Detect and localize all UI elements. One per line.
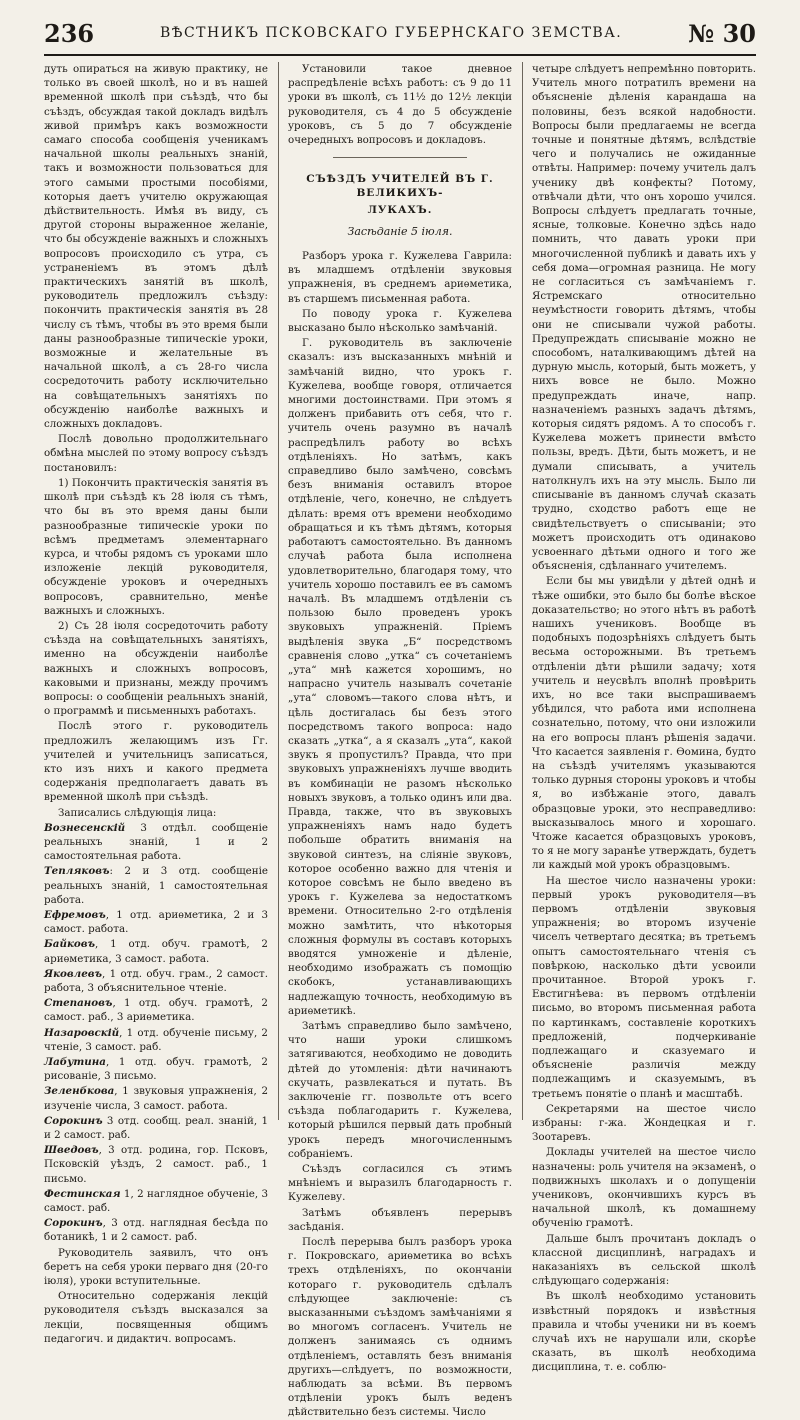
entry-text: , 1 отд. обуч. грамотѣ, 2 рисованіе, 3 письмо. [44,1056,268,1083]
column-right [522,62,757,1374]
paragraph: Доклады учителей на шестое число назначены: роль учителя на экзаменѣ, о подвижныхъ школахъ и о допущеніи учениковъ, окончившихъ курсъ въ начальной школѣ, къ домашнему обученію грамотѣ. [532,1146,756,1230]
lesson-entry [44,1143,268,1186]
lesson-entry [44,821,268,864]
teacher-name: Назаровскій [44,1026,120,1039]
column-left [44,62,268,1345]
paragraph: Затѣмъ справедливо было замѣчено, что наши уроки слишкомъ затягиваются, необходимо не доводить дѣтей до утомленія: дѣти начинаютъ скучать, развлекаться и путать. Въ заключеніе гг. позвольте отъ всего съѣзда поблагодарить г. Кужелева, который рѣшился первый дать пробный урокъ передъ многочисленнымъ собраніемъ. [288,1020,512,1160]
header-rule [44,54,756,56]
running-header [44,16,756,50]
journal-title: ВѢСТНИКЪ ПСКОВСКАГО ГУБЕРНСКАГО ЗЕМСТВА. [160,25,623,41]
teacher-name: Фестинская [44,1187,121,1200]
paragraph: Разборъ урока г. Кужелева Гаврила: въ младшемъ отдѣленіи звуковыя упражненія, въ среднемъ ариѳметика, въ старшемъ письменная работа. [288,250,512,305]
paragraph: Дальше былъ прочитанъ докладъ о классной дисциплинѣ, наградахъ и наказаніяхъ въ сельской школѣ слѣдующаго содержанія: [532,1232,756,1288]
paragraph: дуть опираться на живую практику, не только въ своей школѣ, но и въ нашей временной школѣ при съѣздѣ, что бы съѣздъ, обсуждая такой докладъ видѣлъ живой примѣръ какъ возможности самаго способа сообщенія ученикамъ начальной школы реальныхъ знаній, такъ и возможности пользоваться для этого самыми простыми пособіями, которыя даетъ учителю окружающая дѣйствительность. Имѣя въ виду, съ другой стороны выраженное желаніе, что бы обсужденіе важныхъ и сложныхъ вопросовъ происходило съ утра, съ устраненіемъ въ этомъ дѣлѣ практическихъ занятій въ школѣ, руководитель предложилъ съѣзду: покончить практическія занятія въ 28 числу съ тѣмъ, чтобы въ это время были даны разнообразные типическіе уроки, возможные и желательные въ начальной школѣ, а съ 28-го числа сосредоточить работу исключительно на совѣщательныхъ занятіяхъ по обсужденію наиболѣе важныхъ и сложныхъ докладовъ. [44,63,268,431]
paragraph: Относительно содержанія лекцій руководителя съѣздъ высказался за лекціи, посвященныя общимъ педагогич. и дидактич. вопросамъ. [44,1290,268,1345]
teacher-name: Сорокинъ [44,1217,103,1230]
paragraph: На шестое число назначены уроки: первый урокъ руководителя—въ первомъ отдѣленіи звуковыя упражненія; во второмъ изученіе чиселъ четвертаго десятка; въ третьемъ опытъ самостоятельнаго чтенія съ повѣркою, насколько дѣти усвоили прочитанное. Второй урокъ г. Евстигнѣева: въ первомъ отдѣленіи письмо, во второмъ письменная работа по картинкамъ, составленіе короткихъ предложеній, подчеркиваніе подлежащаго и сказуемаго и объясненіе различія между подлежащимъ и сказуемымъ, въ третьемъ понятіе о планѣ и масштабѣ. [532,874,756,1100]
teacher-name: Ефремовъ [44,908,106,921]
paragraph: 1) Покончить практическія занятія въ школѣ при съѣздѣ къ 28 іюля съ тѣмъ, что бы въ это время даны были разнообразные типическіе уроки по всѣмъ предметамъ элементарнаго курса, и чтобы рядомъ съ уроками шло изложеніе лекцій руководителя, обсужденіе уроковъ и очередныхъ вопросовъ, сравнительно, менѣе важныхъ и сложныхъ. [44,476,268,617]
paragraph: По поводу урока г. Кужелева высказано было нѣсколько замѣчаній. [288,307,512,335]
paragraph: Послѣ перерыва былъ разборъ урока г. Покровскаго, ариѳметика во всѣхъ трехъ отдѣленіяхъ, по окончаніи котораго г. руководитель сдѣлалъ слѣдующее заключеніе: съ высказанными съѣздомъ замѣчаніями я во многомъ согласенъ. Учитель не долженъ занимаясь съ однимъ отдѣленіемъ, оставлять безъ вниманія другихъ—слѣдуетъ, по возможности, наблюдать за всѣми. Въ первомъ отдѣленіи урокъ былъ веденъ дѣйствительно безъ системы. Число [288,1236,512,1419]
paragraph: Затѣмъ объявленъ перерывъ засѣданія. [288,1206,512,1233]
session-date: Засѣданіе 5 іюля. [347,224,453,238]
teacher-name: Зеленбкова [44,1085,115,1098]
section-divider [333,157,467,158]
paragraph: 2) Съ 28 іюля сосредоточить работу съѣзда на совѣщательныхъ занятіяхъ, именно на обсужденіи наиболѣе важныхъ и сложныхъ вопросовъ, каковыми и признаны, между прочимъ вопросы: о сообщеніи реальныхъ знаній, о программѣ и письменныхъ работахъ. [44,619,268,718]
paragraph: Съѣздъ согласился съ этимъ мнѣніемъ и выразилъ благодарность г. Кужелеву. [288,1163,512,1204]
entry-text: 1, 2 наглядное обученіе, 3 самост. раб. [44,1187,268,1215]
paragraph: Послѣ довольно продолжительнаго обмѣна мыслей по этому вопросу съѣздъ постановилъ: [44,433,268,474]
section-title-continued: ЛУКАХЪ. [367,203,433,216]
lesson-entry [44,908,268,936]
paragraph: Въ школѣ необходимо установить извѣстный порядокъ и извѣстныя правила и чтобы ученики ни въ коемъ случаѣ ихъ не нарушали или, скорѣе сказать, въ школѣ необходима дисциплина, т. е. соблю- [532,1290,756,1374]
entry-text: : 2 и 3 отд. сообщеніе реальныхъ знаній, 1 самостоятельная работа. [44,865,268,906]
lesson-entry [44,937,268,965]
paragraph: Записались слѣдующія лица: [58,806,217,819]
lesson-entry [44,1026,268,1054]
teacher-name: Степановъ [44,997,113,1010]
issue-number: № 30 [688,18,756,48]
lesson-entry [44,996,268,1024]
entry-text: 3 отдѣл. сообщеніе реальныхъ знаній, 1 и 2 самостоятельная работа. [44,821,268,863]
paragraph: Руководитель заявилъ, что онъ беретъ на себя уроки перваго дня (20-го іюля), уроки вступительные. [44,1246,268,1288]
lesson-entry [44,967,268,995]
teacher-name: Сорокинъ [44,1114,103,1127]
entry-text: , 1 отд. обученіе письму, 2 чтеніе, 3 самост. раб. [44,1026,268,1053]
paragraph: Установили такое дневное распредѣленіе всѣхъ работъ: съ 9 до 11 уроки въ школѣ, съ 11½ до 12½ лекціи руководителя, съ 4 до 5 обсужденіе уроковъ, съ 5 до 7 обсужденіе очередныхъ вопросовъ и докладовъ. [288,63,512,147]
column-middle [278,62,512,1419]
entry-text: 3 отд. сообщ. реал. знаній, 1 и 2 самост. раб. [44,1114,268,1142]
paragraph: Послѣ этого г. руководитель предложилъ желающимъ изъ Гг. учителей и учительницъ записаться, кто изъ нихъ и какого предмета содержанія предполагаетъ давать въ временной школѣ при съѣздѣ. [44,720,268,804]
lesson-entry [44,864,268,907]
text-columns [44,62,757,1419]
section-title: СЪѢЗДЪ УЧИТЕЛЕЙ ВЪ Г. ВЕЛИКИХЪ- [306,173,494,200]
lesson-entry [44,1055,268,1083]
paragraph: Г. руководитель въ заключеніе сказалъ: изъ высказанныхъ мнѣній и замѣчаній видно, что урокъ г. Кужелева, вообще говоря, отличается многими достоинствами. При этомъ я долженъ прибавить отъ себя, что г. учитель очень разумно въ началѣ распредѣлилъ работу во всѣхъ отдѣленіяхъ. Но затѣмъ, какъ справедливо было замѣчено, совсѣмъ безъ вниманія оставилъ второе отдѣленіе, чего, конечно, не слѣдуетъ дѣлать: время отъ времени необходимо обращаться и къ тѣмъ дѣтямъ, которыя работаютъ самостоятельно. Въ данномъ случаѣ работа была исполнена удовлетворительно, благодаря тому, что учитель хорошо поставилъ ее въ самомъ началѣ. Въ младшемъ отдѣленіи съ пользою было проведенъ урокъ звуковыхъ упражненій. Пріемъ выдѣленія звука „Б“ посредствомъ сравненія слово „утка“ съ сочетаніемъ „ута“ мнѣ кажется хорошимъ, но напрасно учитель называлъ сочетаніе „ута“ словомъ—такого слова нѣтъ, и цѣль достигалась бы безъ этого посредствомъ такого вопроса: надо сказать „утка“, а я сказалъ „ута“, какой звукъ я пропустилъ? Правда, что при звуковыхъ упражненіяхъ лучше вводить въ комбинаціи не разомъ нѣсколько новыхъ звуковъ, а только одинъ или два. Правда, также, что въ звуковыхъ упражненіяхъ намъ надо будетъ побольше обратить вниманія на звуковой синтезъ, на сліяніе звуковъ, которое особенно важно для чтенія и которое совсѣмъ не было введено въ урокъ г. Кужелева за недостаткомъ времени. Относительно 2-го отдѣленія можно замѣтить, что нѣкоторыя сложныя формулы въ составъ которыхъ вводятся умноженіе и дѣленіе, необходимо изображать съ помощію скобокъ, устанавливающихъ надлежащую точность, необходимую въ ариѳметикѣ. [288,337,512,1017]
lesson-entry [44,1084,268,1112]
lesson-entry [44,1216,268,1244]
entry-text: , 1 звуковыя упражненія, 2 изученіе числа, 3 самост. работа. [44,1085,268,1112]
lesson-entry [44,1187,268,1215]
teacher-name: Байковъ [44,938,96,951]
teacher-name: Тепляковъ [44,865,110,878]
teacher-name: Шведовъ [44,1144,99,1157]
entry-text: , 1 отд. обуч. грамотѣ, 2 самост. раб., 3 ариѳметика. [44,997,268,1024]
teacher-name: Лабутина [44,1056,106,1069]
page-number: 236 [44,18,95,48]
teacher-name: Вознесенскій [44,821,126,834]
paragraph: Секретарями на шестое число избраны: г-жа. Жондецкая и г. Зоотаревъ. [532,1102,756,1144]
paragraph: Если бы мы увидѣли у дѣтей однѣ и тѣже ошибки, это было бы болѣе вѣское доказательство; но этого нѣтъ въ работѣ нашихъ учениковъ. Вообще въ подобныхъ подозрѣніяхъ слѣдуетъ быть весьма осторожными. Въ третьемъ отдѣленіи дѣти рѣшили задачу; хотя учитель и неусвѣлъ вполнѣ провѣрить ихъ, но все таки выспрашиваемъ убѣдился, что работа ими исполнена сознательно, потому, что они изложили на его вопросы планъ рѣшенія задачи. Что касается заявленія г. Ѳомина, будто на съѣздѣ учителямъ указываются только дурныя стороны уроковъ и чтобы я, во избѣжаніе этого, давалъ образцовые уроки, это несправедливо: высказывалось много и хорошаго. Чтоже касается образцовыхъ уроковъ, то я не могу заранѣе утверждать, будетъ ли каждый мой урокъ образцовымъ. [532,575,757,872]
entry-text: , 3 отд. родина, гор. Псковъ, Псковскій уѣздъ, 2 самост. раб., 1 письмо. [44,1144,268,1185]
entry-text: , 1 отд. обуч. грам., 2 самост. работа, 3 объяснительное чтеніе. [44,967,268,994]
teacher-name: Яковлевъ [44,967,103,980]
entry-text: , 1 отд. ариѳметика, 2 и 3 самост. работа. [44,908,268,936]
paragraph: четыре слѣдуетъ непремѣнно повторить. Учитель много потратилъ времени на объясненіе дѣленія карандаша на половины, безъ всякой надобности. Вопросы были предлагаемы не всегда точные и понятные дѣтямъ, вслѣдствіе чего и получались не ожиданные отвѣты. Например: почему учитель далъ ученику двѣ конфекты? Потому, отвѣчали дѣти, что онъ хорошо учился. Вопросы слѣдуетъ предлагать точные, ясные, толковые. Конечно здѣсь надо помнить, что давать уроки при многочисленной публикѣ и давать ихъ у себя дома—огромная разница. Не могу не согласиться съ замѣчаніемъ г. Ястремскаго относительно неумѣстности говорить дѣтямъ, чтобы они не списывали чужой работы. Предупреждать списываніе можно не способомъ, наталкивающимъ дѣтей на дурную мысль, который, быть можетъ, у нихъ вовсе не было. Можно предупреждать иначе, напр. назначеніемъ разныхъ задачъ дѣтямъ, которыя сидятъ рядомъ. А то способъ г. Кужелева можетъ принести вмѣсто пользы, вредъ. Дѣти, быть можетъ, и не думали списывать, а учитель натолкнулъ ихъ на эту мысль. Было ли списываніе въ данномъ случаѣ сказать трудно, сходство работъ еще не свидѣтельствуетъ о списываніи; это можетъ происходить отъ одинаково усвоеннаго дѣтьми одного и того же объясненія, сдѣланнаго учителемъ. [532,63,756,573]
lesson-entry [44,1114,268,1142]
entry-text: , 1 отд. обуч. грамотѣ, 2 ариѳметика, 3 самост. работа. [44,938,268,965]
entry-text: , 3 отд. наглядная бесѣда по ботаникѣ, 1 и 2 самост. раб. [44,1217,268,1244]
